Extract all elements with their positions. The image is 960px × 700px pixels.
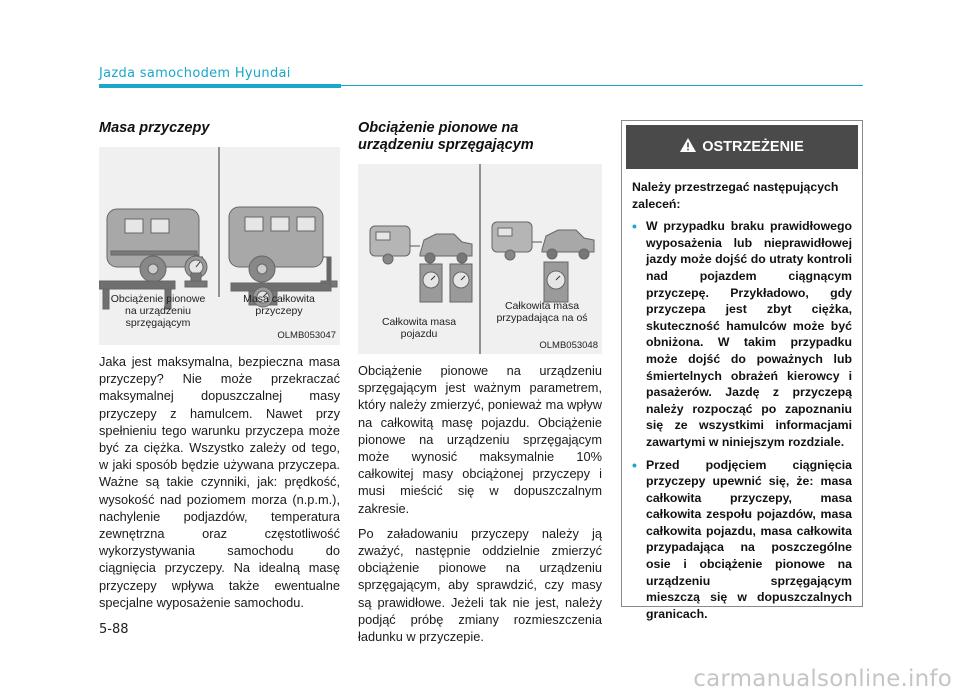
warning-list (632, 218, 852, 622)
caption-tongue-load: Obciążenie pionowe na urządzeniu sprzęgającym (110, 293, 206, 329)
figure-trailer-mass (99, 147, 340, 345)
section-heading-tongue-load: Obciążenie pionowe na urządzeniu sprzęgającym (358, 120, 534, 153)
paragraph-trailer-mass: Jaka jest maksymalna, bezpieczna masa przyczepy? Nie może przekraczać maksymalnej dopuszczalnej masy przyczepy z hamulcem. Nawet przy spełnieniu tego warunku przyczepa może być za ciężka. Wszystko zależy od tego, w jaki sposób będzie używana przyczepa. Ważne są takie czynniki, jak: prędkość, wysokość nad poziomem morza (n.p.m.), nachylenie podjazdów, temperatura zewnętrzna oraz częstotliwość wykorzystywania samochodu do ciągnięcia przyczepy. Na idealną masę przyczepy wpływa także ewentualne specjalne wyposażenie samochodu. (99, 354, 340, 610)
warning-intro: Należy przestrzegać następujących zaleceń: (632, 180, 839, 211)
figure-tongue-load (358, 164, 602, 354)
warning-triangle-icon (680, 138, 696, 156)
header-rule (99, 84, 341, 88)
bullet-icon: • (632, 218, 637, 235)
page-number: 5-88 (99, 622, 129, 637)
warning-item (632, 218, 852, 450)
middle-column (358, 120, 602, 653)
caption-gross-vehicle-weight: Całkowita masa pojazdu (381, 316, 457, 340)
watermark: carmanualsonline.info (693, 666, 952, 692)
section-heading-trailer-mass: Masa przyczepy (99, 120, 210, 136)
warning-box (621, 120, 863, 621)
paragraph-tongue-load-1: Obciążenie pionowe na urządzeniu sprzęgającym jest ważnym parametrem, który należy zmierzyć, ponieważ ma wpływ na całkowitą masę pojazdu. Obciążenie pionowe na urządzeniu sprzęgającym może wynosić maksymalnie 10% całkowitej masy obciążonej przyczepy i musi mieścić się w dopuszczalnym zakresie. (358, 363, 602, 516)
warning-title: OSTRZEŻENIE (702, 139, 804, 155)
paragraph-tongue-load-2: Po załadowaniu przyczepy należy ją zważyć, następnie oddzielnie zmierzyć obciążenie pionowe na urządzeniu sprzęgającym, aby sprawdzić, czy masy są prawidłowe. Jeżeli tak nie jest, należy podjąć próbę zmiany rozmieszczenia ładunku w przyczepie. (358, 525, 602, 645)
caption-gross-axle-weight: Całkowita masa przypadająca na oś (496, 300, 588, 324)
warning-header (626, 125, 858, 169)
figure-code: OLMB053048 (539, 340, 598, 351)
left-column (99, 120, 340, 619)
chapter-title: Jazda samochodem Hyundai (99, 66, 291, 81)
warning-item (632, 457, 852, 623)
figure-code: OLMB053047 (277, 330, 336, 341)
warning-item-text: W przypadku braku prawidłowego wyposażenia lub nieprawidłowej jazdy może dojść do utraty kontroli nad pojazdem ciągnącym przyczepę. Przykładowo, gdy przyczepa jest zbyt ciężka, skuteczność hamulców może być obniżona. W takim przypadku może dojść do poważnych lub śmiertelnych obrażeń kierowcy i pasażerów. Jazdę z przyczepą należy rozpocząć po zapoznaniu się ze wszystkimi informacjami zawartymi w niniejszym rozdziale. (646, 219, 852, 449)
bullet-icon: • (632, 456, 637, 473)
warning-item-text: Przed podjęciem ciągnięcia przyczepy upewnić się, że: masa całkowita przyczepy, masa całkowita zespołu pojazdów, masa całkowita pojazdu, masa całkowita przypadająca na poszczególne osie i obciążenie pionowe na urządzeniu sprzęgającym mieszczą się w dopuszczalnych granicach. (646, 457, 852, 621)
header-rule-thin (341, 85, 863, 86)
caption-gross-trailer-weight: Masa całkowita przyczepy (243, 293, 315, 317)
